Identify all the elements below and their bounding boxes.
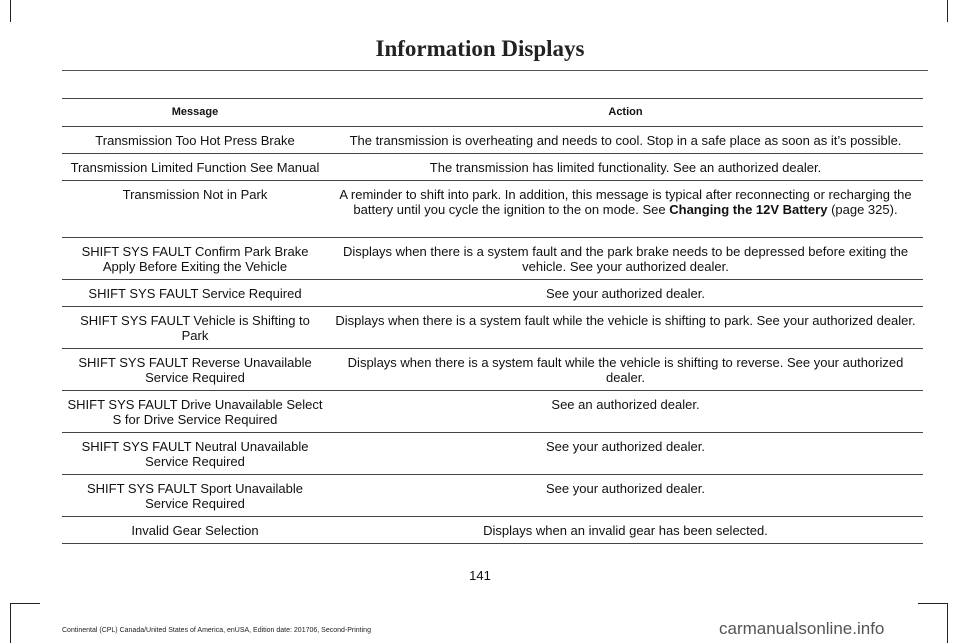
action-cell: See an authorized dealer. <box>551 397 700 412</box>
message-cell: SHIFT SYS FAULT Reverse Unavailable Service Required <box>78 355 312 385</box>
message-cell: SHIFT SYS FAULT Service Required <box>88 286 302 301</box>
column-header-message: Message <box>171 106 219 118</box>
crop-mark <box>918 603 948 604</box>
action-text: A reminder to shift into park. In addition, this message is typical after reconnecting or recharging the battery until you cycle the ignition to the on mode. See <box>339 187 912 217</box>
message-cell: Transmission Not in Park <box>122 187 268 202</box>
table-row <box>62 181 923 238</box>
table-header-row <box>62 99 923 127</box>
table-row <box>62 475 923 517</box>
crop-mark <box>947 603 948 643</box>
crop-mark <box>10 0 11 22</box>
edition-footer: Continental (CPL) Canada/United States of America, enUSA, Edition date: 201706, Second-Printing <box>62 627 371 634</box>
cross-reference-link[interactable]: Changing the 12V Battery <box>669 202 828 217</box>
action-cell: Displays when there is a system fault while the vehicle is shifting to reverse. See your authorized dealer. <box>347 355 904 385</box>
action-cell: See your authorized dealer. <box>546 481 705 496</box>
message-cell: SHIFT SYS FAULT Confirm Park Brake Apply Before Exiting the Vehicle <box>81 244 309 274</box>
message-cell: SHIFT SYS FAULT Neutral Unavailable Service Required <box>81 439 309 469</box>
message-cell: SHIFT SYS FAULT Sport Unavailable Service Required <box>86 481 304 511</box>
messages-table <box>62 98 923 544</box>
action-cell: See your authorized dealer. <box>546 439 705 454</box>
table-row <box>62 127 923 154</box>
action-cell: See your authorized dealer. <box>546 286 705 301</box>
table-row <box>62 154 923 181</box>
crop-mark <box>947 0 948 22</box>
crop-mark <box>10 603 11 643</box>
table-row <box>62 307 923 349</box>
action-cell: Displays when there is a system fault while the vehicle is shifting to park. See your authorized dealer. <box>335 313 916 328</box>
action-cell: Displays when there is a system fault and the park brake needs to be depressed before exiting the vehicle. See your authorized dealer. <box>342 244 909 274</box>
table-row <box>62 391 923 433</box>
action-cell: The transmission is overheating and needs to cool. Stop in a safe place as soon as it’s possible. <box>349 133 902 148</box>
watermark: carmanualsonline.info <box>719 619 885 638</box>
page-title: Information Displays <box>375 36 585 61</box>
action-text-after: (page 325). <box>827 202 898 217</box>
table-row <box>62 280 923 307</box>
crop-mark <box>10 603 40 604</box>
table-row <box>62 433 923 475</box>
action-cell: Displays when an invalid gear has been selected. <box>483 523 768 538</box>
message-cell: Invalid Gear Selection <box>131 523 259 538</box>
table-row <box>62 349 923 391</box>
message-cell: Transmission Too Hot Press Brake <box>95 133 295 148</box>
header-rule <box>62 70 928 71</box>
message-cell: Transmission Limited Function See Manual <box>70 160 320 175</box>
page-number: 141 <box>469 568 491 583</box>
table-row <box>62 238 923 280</box>
message-cell: SHIFT SYS FAULT Drive Unavailable Select S for Drive Service Required <box>67 397 323 427</box>
table-row <box>62 517 923 544</box>
column-header-action: Action <box>608 106 643 118</box>
action-cell: The transmission has limited functionality. See an authorized dealer. <box>429 160 822 175</box>
action-cell <box>328 181 923 238</box>
message-cell: SHIFT SYS FAULT Vehicle is Shifting to Park <box>80 313 310 343</box>
